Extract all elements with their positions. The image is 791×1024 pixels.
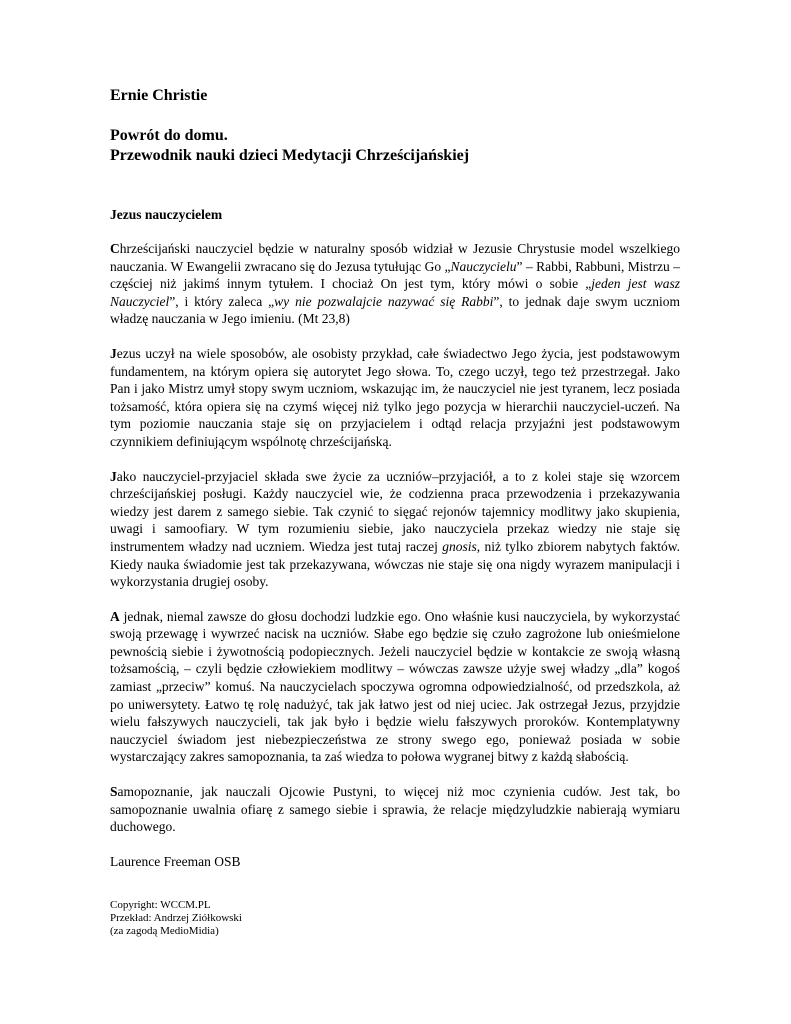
drop-initial: S — [110, 784, 118, 800]
paragraph-3 — [110, 468, 680, 591]
title-line-1: Powrót do domu. — [110, 127, 228, 144]
drop-initial: J — [110, 468, 117, 484]
signature: Laurence Freeman OSB — [110, 853, 241, 869]
document-page — [110, 86, 680, 938]
italic-quote: jeden jest wasz Nauczyciel — [110, 276, 680, 309]
paragraph-text: ”, to jednak daje swym uczniom władzę nauczania w Jego imieniu. (Mt 23,8) — [110, 293, 680, 327]
italic-term: gnosis — [442, 538, 477, 554]
drop-initial: J — [110, 345, 117, 361]
translation-line: Przekład: Andrzej Ziółkowski — [110, 911, 242, 924]
paragraph-5 — [110, 783, 680, 836]
section-heading: Jezus nauczycielem — [110, 207, 223, 222]
paragraph-text: ezus uczył na wiele sposobów, ale osobisty przykład, całe świadectwo Jego życia, jest podstawowym fundamentem, na którym opiera się autorytet Jego słowa. To, czego uczył, tego też przestrzegał. Jako Pan i jako Mistrz umył stopy swym uczniom, wskazując im, że nauczyciel nie jest tyranem, lecz posiada tożsamość, która opiera się na czymś więcej niż tylko jego pozycja w hierarchii nauczyciel-uczeń. Na tym poziomie nauczania staje się on przyjacielem i odtąd relacja przyjaźni jest podstawowym czynnikiem definiującym wspólnotę chrześcijańską. — [110, 345, 680, 449]
italic-quote: wy nie pozwalajcie nazywać się Rabbi — [274, 293, 494, 309]
author-name: Ernie Christie — [110, 87, 208, 104]
italic-quote: Nauczycielu — [450, 258, 517, 274]
drop-initial: C — [110, 241, 120, 256]
paragraph-2 — [110, 345, 680, 451]
paragraph-text: ”, i który zaleca „ — [169, 293, 275, 309]
title-line-2: Przewodnik nauki dzieci Medytacji Chrześcijańskiej — [110, 147, 470, 164]
drop-initial: A — [110, 608, 120, 624]
paragraph-4 — [110, 608, 680, 766]
paragraph-text: amopoznanie, jak nauczali Ojcowie Pustyni, to więcej niż moc czynienia cudów. Jest tak, bo samopoznanie uwalnia ofiarę z samego siebie i sprawia, że relacje międzyludzkie nabierają wymiaru duchowego. — [110, 784, 680, 835]
footer-credits — [110, 899, 680, 938]
paragraph-text: hrześcijański nauczyciel będzie w naturalny sposób widział w Jezusie Chrystusie model wszelkiego nauczania. W Ewangelii zwracano się do Jezusa tytułując Go „ — [110, 241, 680, 274]
paragraph-text: ” – Rabbi, Rabbuni, Mistrzu – częściej niż jakimś innym tytułem. I chociaż On jest tym, który mówi o sobie „ — [110, 258, 680, 292]
document-title — [110, 126, 680, 166]
paragraph-text: ako nauczyciel-przyjaciel składa swe życie za uczniów–przyjaciół, a to z kolei staje się wzorcem chrześcijańskiej posługi. Każdy nauczyciel wie, że codzienna praca przewodzenia i przekazywania wiedzy jest darem z samego siebie. Tak czynić to sięgać rejonów tajemnicy modlitwy jako skupienia, uwagi i samoofiary. W tym rozumieniu siebie, jako nauczyciela przekaz wiedzy nie staje się instrumentem władzy nad uczniem. Wiedza jest tutaj raczej — [110, 468, 680, 554]
copyright-line: Copyright: WCCM.PL — [110, 898, 211, 911]
permission-line: (za zagodą MedioMidia) — [110, 924, 219, 937]
paragraph-text: jednak, niemal zawsze do głosu dochodzi ludzkie ego. Ono właśnie kusi nauczyciela, by wykorzystać swoją przewagę i wywrzeć nacisk na uczniów. Słabe ego będzie się czuło zagrożone lub onieśmielone pewnością siebie i żywotnością podopiecznych. Jeżeli nauczyciel będzie w kontakcie ze swoją własną tożsamością, – czyli będzie człowiekiem modlitwy – wówczas zawsze użyje swej władzy „dla” kogoś zamiast „przeciw” komuś. Na nauczycielach spoczywa ogromna odpowiedzialność, od przedszkola, aż po uniwersytety. Łatwo tę rolę nadużyć, tak jak łatwo jest od niej uciec. Jak ostrzegał Jezus, przyjdzie wielu fałszywych nauczycieli, tak jak było i będzie wielu fałszywych proroków. Kontemplatywny nauczyciel świadom jest niebezpieczeństwa ze strony swego ego, ponieważ posiada w sobie wystarczający zakres samopoznania, ta zaś wiedza to połowa wygranej bitwy z każdą słabością. — [110, 608, 680, 765]
paragraph-1 — [110, 240, 680, 328]
paragraph-text: , niż tylko zbiorem nabytych faktów. Kiedy nauka świadomie jest tak przekazywana, wówczas nie staje się ona nigdy wyrazem manipulacji i wykorzystania drugiej osoby. — [110, 538, 680, 590]
